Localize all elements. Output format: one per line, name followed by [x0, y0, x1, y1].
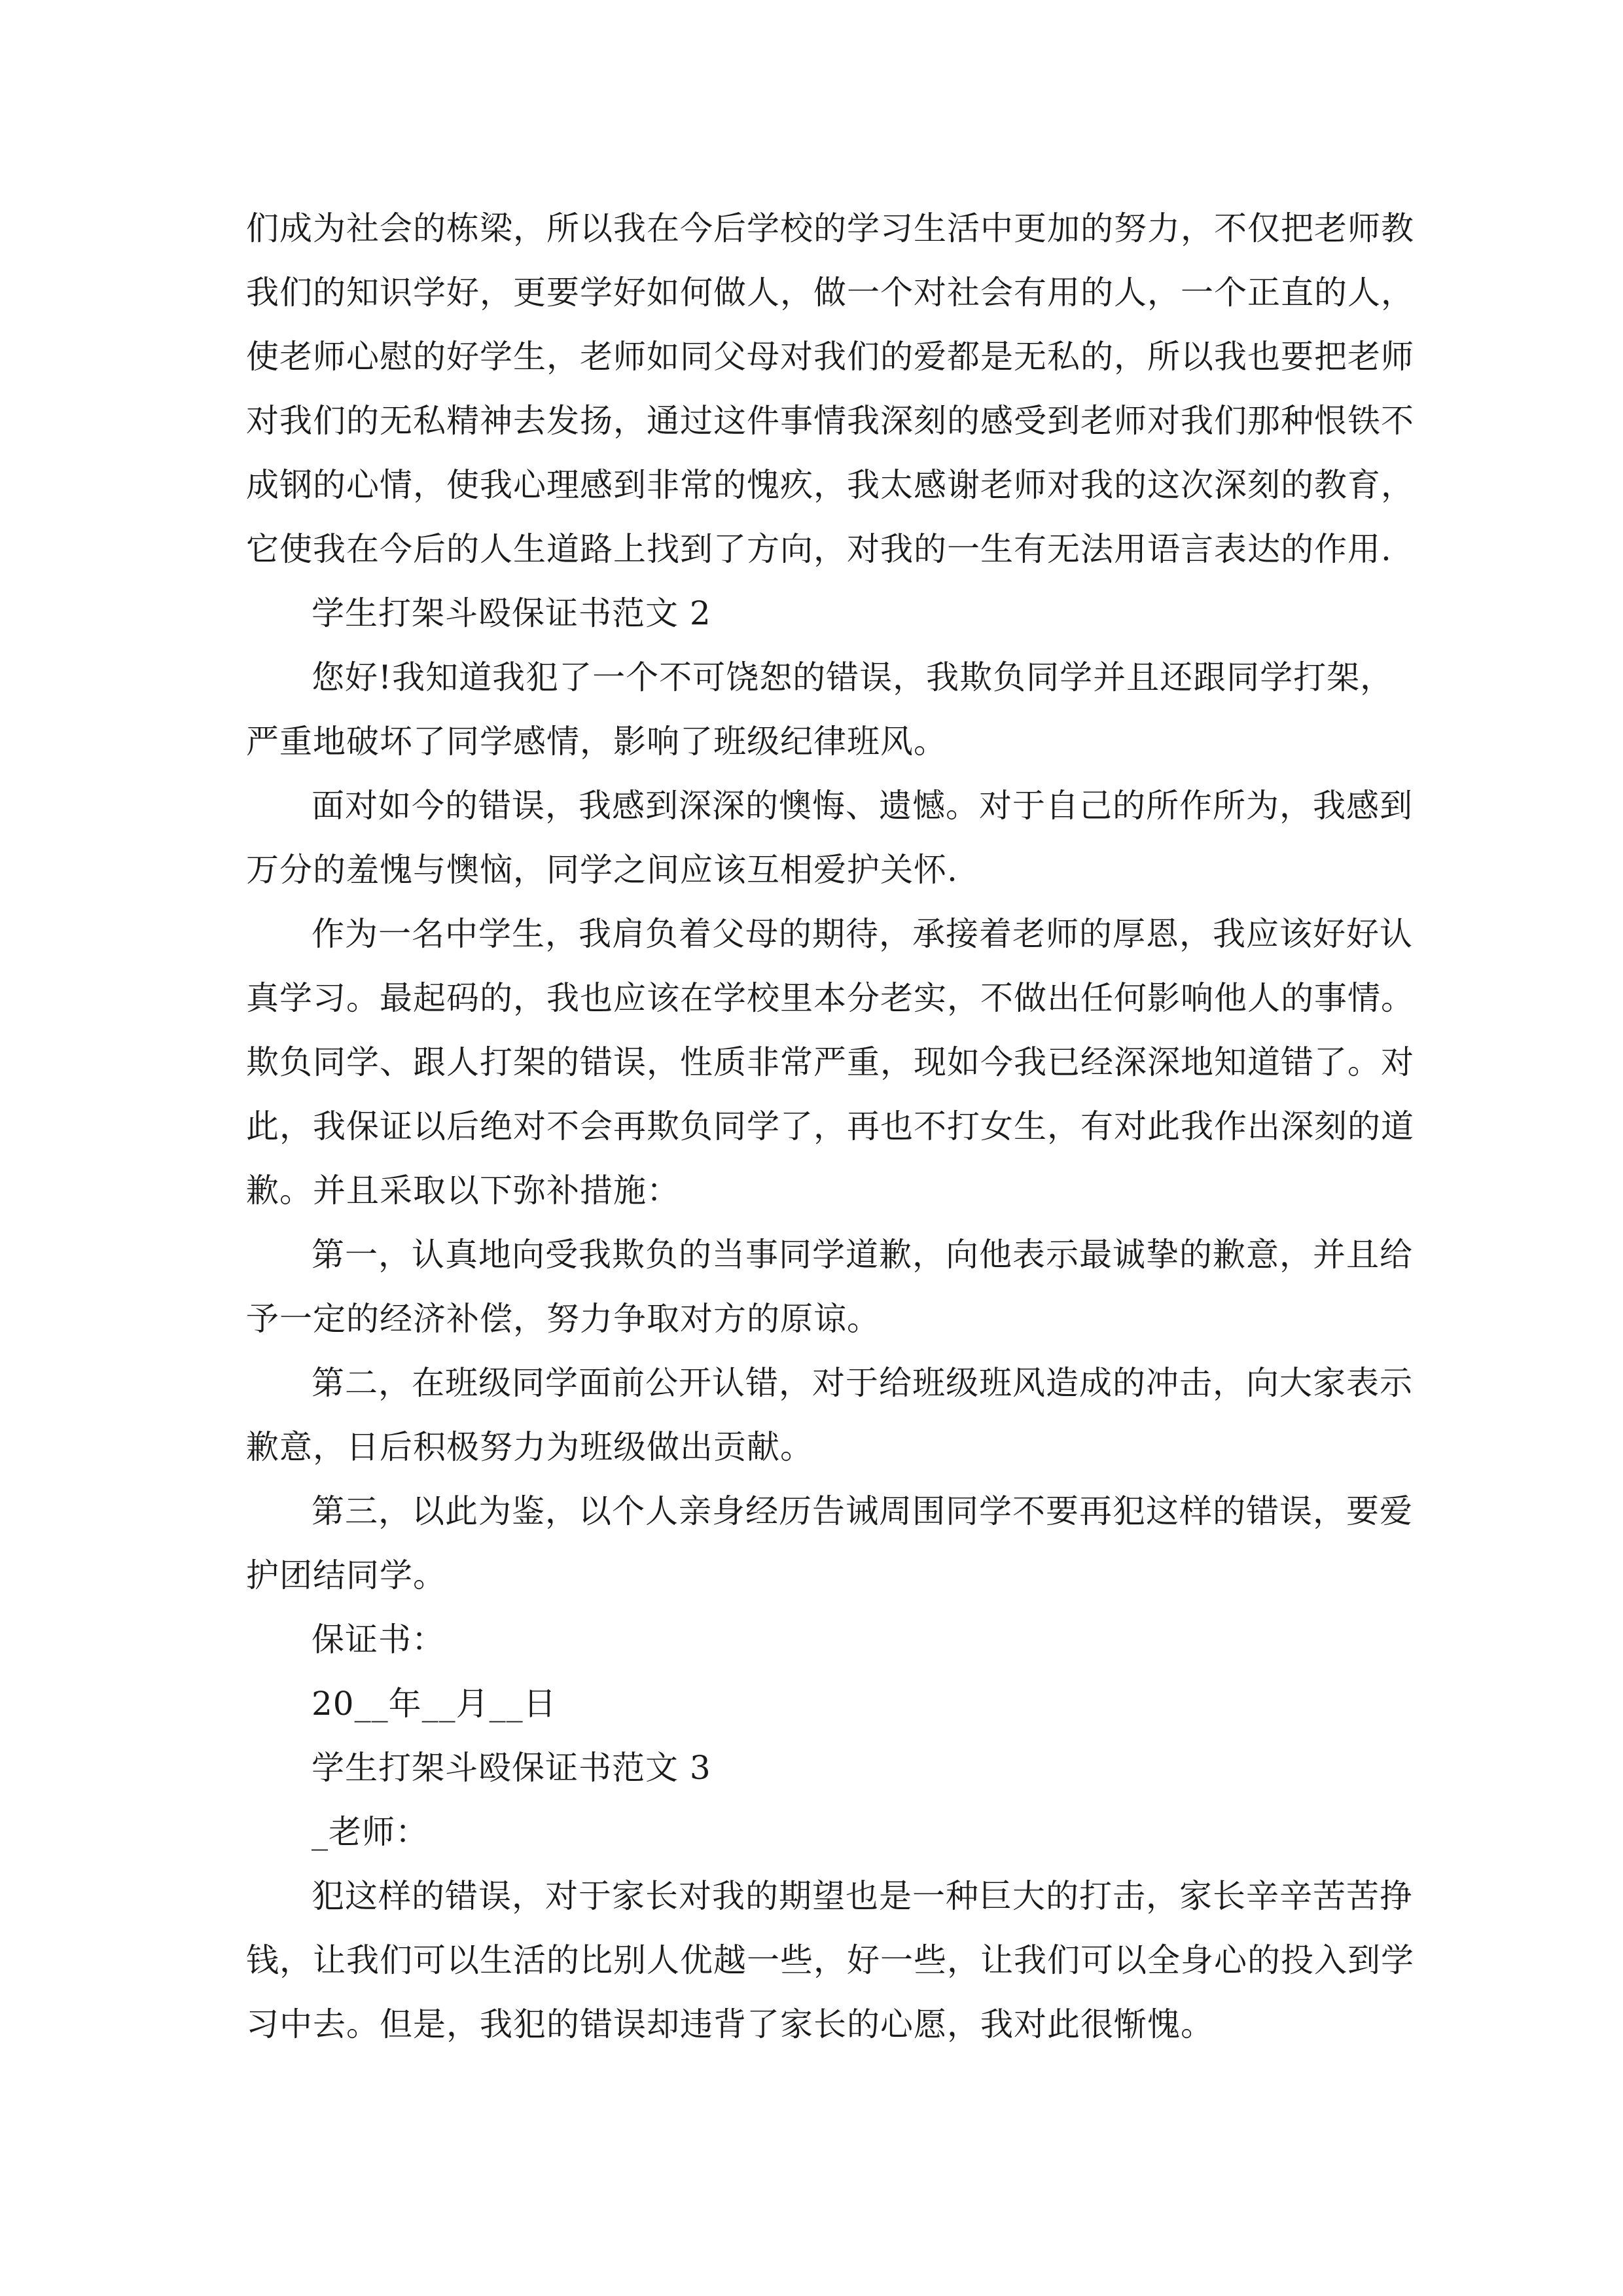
text-line: 犯这样的错误，对于家长对我的期望也是一种巨大的打击，家长辛辛苦苦挣	[312, 1877, 1413, 1915]
text-line: 20__年__月__日	[312, 1685, 557, 1723]
text-line: 您好!我知道我犯了一个不可饶恕的错误，我欺负同学并且还跟同学打架，	[312, 658, 1394, 696]
text-line: 真学习。最起码的，我也应该在学校里本分老实，不做出任何影响他人的事情。	[246, 979, 1414, 1017]
text-line: 第三，以此为鉴，以个人亲身经历告诫周围同学不要再犯这样的错误，要爱	[312, 1492, 1413, 1530]
text-line: 对我们的无私精神去发扬，通过这件事情我深刻的感受到老师对我们那种恨铁不	[246, 402, 1414, 440]
text-line: 作为一名中学生，我肩负着父母的期待，承接着老师的厚恩，我应该好好认	[312, 915, 1413, 953]
text-line: 习中去。但是，我犯的错误却违背了家长的心愿，我对此很惭愧。	[246, 2005, 1214, 2043]
text-line: _老师：	[312, 1813, 429, 1851]
text-line: 面对如今的错误，我感到深深的懊悔、遗憾。对于自己的所作所为，我感到	[312, 787, 1413, 825]
text-line: 万分的羞愧与懊恼，同学之间应该互相爱护关怀.	[246, 851, 958, 889]
text-line: 此，我保证以后绝对不会再欺负同学了，再也不打女生，有对此我作出深刻的道	[246, 1107, 1414, 1145]
text-line: 第二，在班级同学面前公开认错，对于给班级班风造成的冲击，向大家表示	[312, 1364, 1413, 1402]
text-line: 歉意，日后积极努力为班级做出贡献。	[246, 1428, 813, 1466]
text-line: 严重地破坏了同学感情，影响了班级纪律班风。	[246, 723, 947, 761]
text-line: 护团结同学。	[246, 1556, 446, 1594]
text-line: 们成为社会的栋梁，所以我在今后学校的学习生活中更加的努力，不仅把老师教	[246, 209, 1414, 247]
text-line: 它使我在今后的人生道路上找到了方向，对我的一生有无法用语言表达的作用.	[246, 530, 1392, 568]
text-line: 我们的知识学好，更要学好如何做人，做一个对社会有用的人，一个正直的人，	[246, 274, 1414, 312]
text-line: 保证书：	[312, 1621, 445, 1659]
text-line: 成钢的心情，使我心理感到非常的愧疚，我太感谢老师对我的这次深刻的教育，	[246, 466, 1414, 504]
text-line: 歉。并且采取以下弥补措施：	[246, 1172, 680, 1210]
document-body	[246, 196, 1414, 2056]
text-line: 第一，认真地向受我欺负的当事同学道歉，向他表示最诚挚的歉意，并且给	[312, 1236, 1413, 1274]
text-line: 学生打架斗殴保证书范文 3	[312, 1749, 711, 1787]
text-line: 予一定的经济补偿，努力争取对方的原谅。	[246, 1300, 880, 1338]
text-line: 钱，让我们可以生活的比别人优越一些，好一些，让我们可以全身心的投入到学	[246, 1941, 1414, 1979]
text-line: 学生打架斗殴保证书范文 2	[312, 594, 711, 632]
text-line: 欺负同学、跟人打架的错误，性质非常严重，现如今我已经深深地知道错了。对	[246, 1043, 1414, 1081]
text-line: 使老师心慰的好学生，老师如同父母对我们的爱都是无私的，所以我也要把老师	[246, 338, 1414, 376]
